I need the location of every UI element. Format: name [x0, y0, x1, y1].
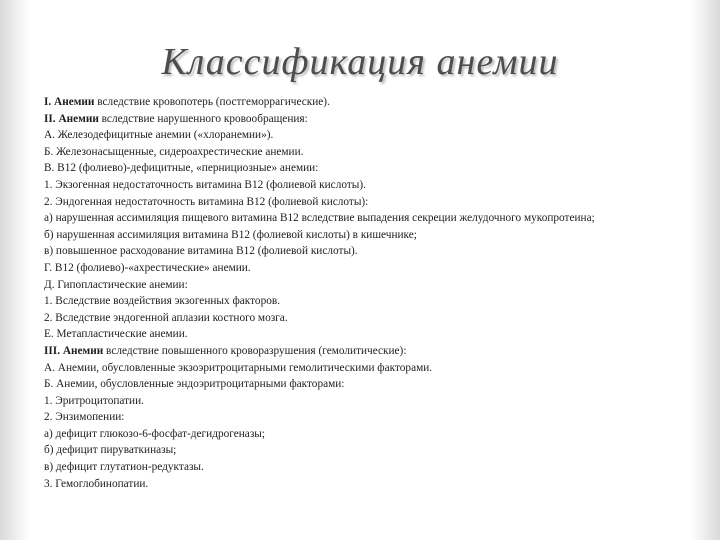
- text-line: Е. Метапластические анемии.: [44, 328, 188, 341]
- right-edge-shadow: [690, 0, 720, 540]
- text-line: б) нарушенная ассимиляция витамина В12 (фолиевой кислоты) в кишечнике;: [44, 228, 417, 241]
- text-line: 1. Эритроцитопатии.: [44, 394, 144, 407]
- text-line: [44, 343, 684, 360]
- left-edge-shadow: [0, 0, 30, 540]
- line-text: вследствие кровопотерь (постгеморрагические).: [94, 96, 330, 108]
- line-text: вследствие нарушенного кровообращения:: [98, 112, 308, 125]
- text-line: В. В12 (фолиево)-дефицитные, «пернициозные» анемии:: [44, 162, 319, 175]
- text-line: [44, 111, 684, 128]
- text-line: 1. Вследствие воздействия экзогенных факторов.: [44, 295, 281, 308]
- text-line: 2. Энзимопении:: [44, 411, 125, 424]
- text-line: 2. Эндогенная недостаточность витамина В12 (фолиевой кислоты):: [44, 195, 369, 208]
- text-line: б) дефицит пируваткиназы;: [44, 444, 177, 457]
- text-line: А. Железодефицитные анемии («хлоранемии»).: [44, 129, 274, 142]
- text-line: Д. Гипопластические анемии:: [44, 278, 188, 291]
- text-line: а) дефицит глюкозо-6-фосфат-дегидрогеназы;: [44, 427, 266, 440]
- text-line: а) нарушенная ассимиляция пищевого витамина В12 вследствие выпадения секреции желудочного мукопротеина;: [44, 212, 595, 225]
- text-line: Г. В12 (фолиево)-«ахрестические» анемии.: [44, 261, 251, 274]
- text-line: А. Анемии, обусловленные экзоэритроцитарными гемолитическими факторами.: [44, 361, 433, 374]
- text-line: в) повышенное расходование витамина В12 (фолиевой кислоты).: [44, 245, 358, 258]
- text-line: 3. Гемоглобинопатии.: [44, 477, 149, 490]
- text-line: [44, 94, 684, 111]
- section-label: I. Анемии: [44, 96, 95, 108]
- text-line: Б. Анемии, обусловленные эндоэритроцитарными факторами:: [44, 378, 345, 391]
- section-label: II. Анемии: [44, 112, 99, 125]
- text-line: в) дефицит глутатион-редуктазы.: [44, 461, 204, 474]
- text-line: 1. Экзогенная недостаточность витамина В12 (фолиевой кислоты).: [44, 178, 366, 191]
- section-label: III. Анемии: [44, 344, 104, 357]
- slide-title: Классификация анемии: [161, 41, 559, 83]
- text-line: Б. Железонасыщенные, сидероахрестические анемии.: [44, 145, 304, 158]
- classification-text: [44, 94, 684, 492]
- line-text: вследствие повышенного кроворазрушения (гемолитические):: [103, 344, 407, 357]
- text-line: 2. Вследствие эндогенной аплазии костного мозга.: [44, 311, 288, 324]
